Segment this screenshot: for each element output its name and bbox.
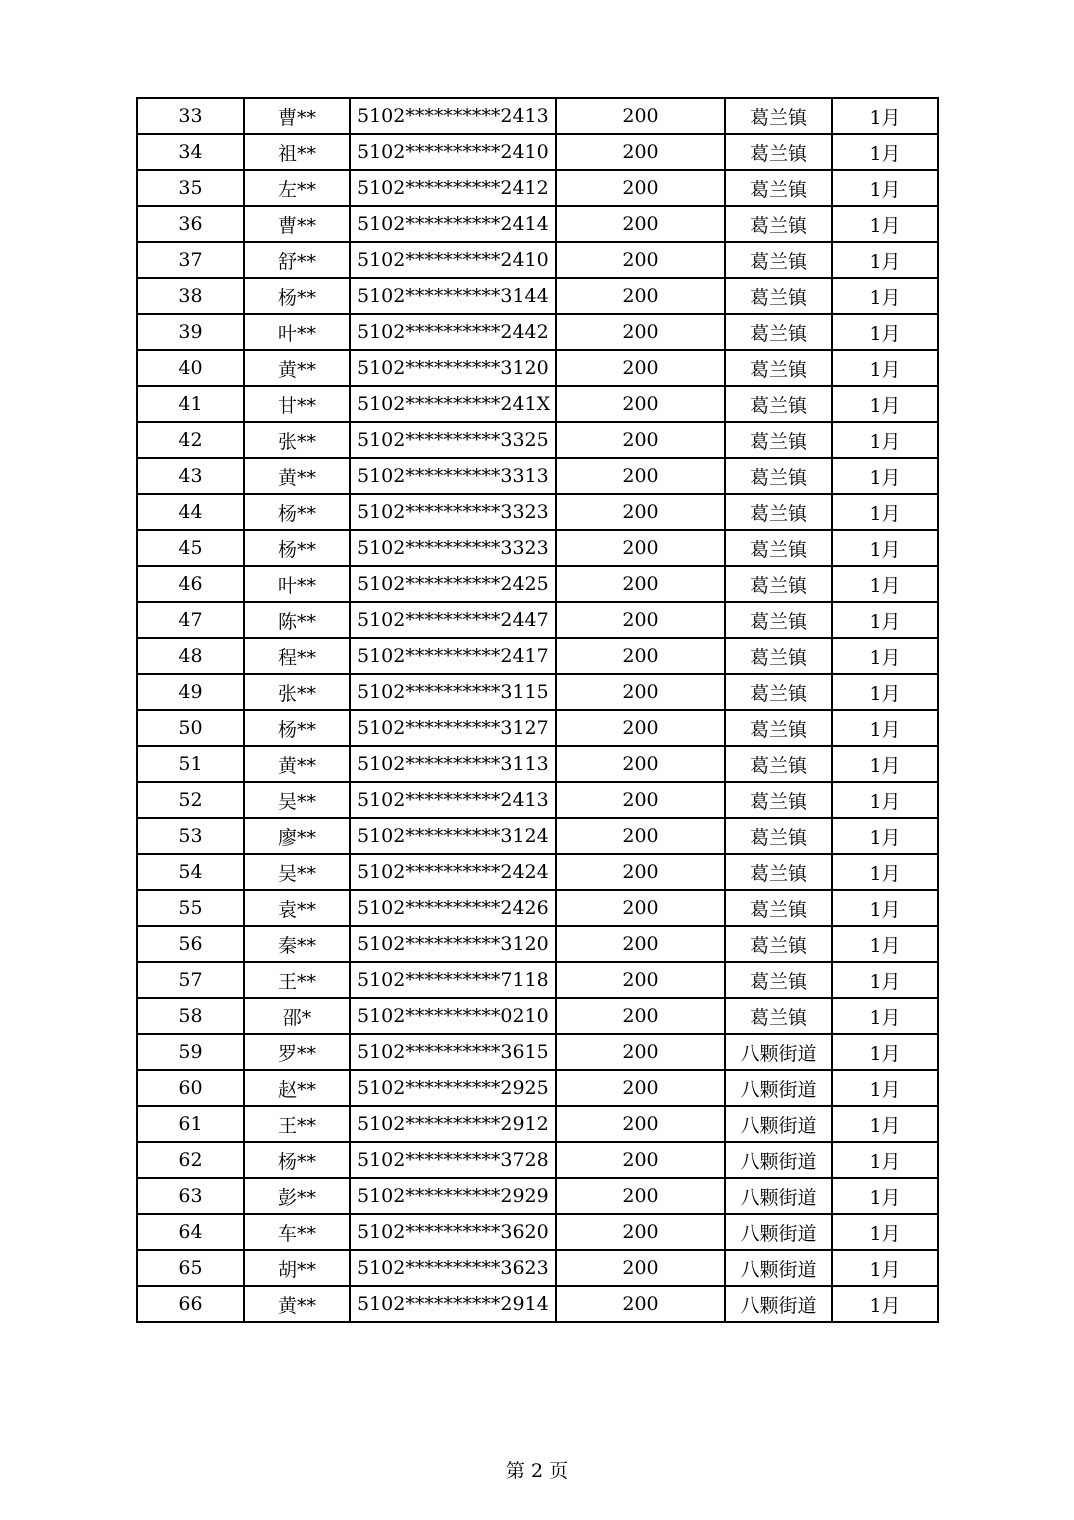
amount-cell: 200	[556, 926, 725, 962]
amount-cell: 200	[556, 1178, 725, 1214]
id-number-cell: 5102**********2424	[350, 854, 556, 890]
name-cell: 罗**	[244, 1034, 350, 1070]
table-row	[137, 206, 938, 242]
id-number-cell: 5102**********3120	[350, 350, 556, 386]
page-number: 第 2 页	[505, 1460, 569, 1482]
id-number-cell: 5102**********3615	[350, 1034, 556, 1070]
amount-cell: 200	[556, 854, 725, 890]
serial-number-cell: 65	[137, 1250, 244, 1286]
amount-cell: 200	[556, 422, 725, 458]
amount-cell: 200	[556, 206, 725, 242]
amount-cell: 200	[556, 1070, 725, 1106]
serial-number-cell: 57	[137, 962, 244, 998]
month-cell: 1月	[832, 278, 938, 314]
town-cell: 八颗街道	[725, 1178, 832, 1214]
town-cell: 八颗街道	[725, 1214, 832, 1250]
month-cell: 1月	[832, 170, 938, 206]
month-cell: 1月	[832, 1070, 938, 1106]
name-cell: 吴**	[244, 854, 350, 890]
month-cell: 1月	[832, 638, 938, 674]
town-cell: 葛兰镇	[725, 998, 832, 1034]
table-row	[137, 422, 938, 458]
month-cell: 1月	[832, 1214, 938, 1250]
month-cell: 1月	[832, 494, 938, 530]
name-cell: 王**	[244, 962, 350, 998]
serial-number-cell: 34	[137, 134, 244, 170]
town-cell: 葛兰镇	[725, 854, 832, 890]
table-row	[137, 386, 938, 422]
table-row	[137, 1034, 938, 1070]
month-cell: 1月	[832, 206, 938, 242]
amount-cell: 200	[556, 566, 725, 602]
name-cell: 杨**	[244, 278, 350, 314]
name-cell: 曹**	[244, 206, 350, 242]
table-row	[137, 746, 938, 782]
amount-cell: 200	[556, 674, 725, 710]
town-cell: 葛兰镇	[725, 134, 832, 170]
serial-number-cell: 45	[137, 530, 244, 566]
id-number-cell: 5102**********3120	[350, 926, 556, 962]
month-cell: 1月	[832, 1106, 938, 1142]
name-cell: 邵*	[244, 998, 350, 1034]
table-row	[137, 494, 938, 530]
amount-cell: 200	[556, 314, 725, 350]
name-cell: 张**	[244, 422, 350, 458]
table-row	[137, 998, 938, 1034]
amount-cell: 200	[556, 962, 725, 998]
name-cell: 胡**	[244, 1250, 350, 1286]
month-cell: 1月	[832, 530, 938, 566]
town-cell: 八颗街道	[725, 1142, 832, 1178]
serial-number-cell: 42	[137, 422, 244, 458]
month-cell: 1月	[832, 1178, 938, 1214]
town-cell: 葛兰镇	[725, 494, 832, 530]
id-number-cell: 5102**********3623	[350, 1250, 556, 1286]
id-number-cell: 5102**********241X	[350, 386, 556, 422]
serial-number-cell: 43	[137, 458, 244, 494]
serial-number-cell: 62	[137, 1142, 244, 1178]
id-number-cell: 5102**********2914	[350, 1286, 556, 1322]
id-number-cell: 5102**********2447	[350, 602, 556, 638]
serial-number-cell: 54	[137, 854, 244, 890]
id-number-cell: 5102**********3115	[350, 674, 556, 710]
serial-number-cell: 46	[137, 566, 244, 602]
town-cell: 八颗街道	[725, 1070, 832, 1106]
amount-cell: 200	[556, 1142, 725, 1178]
id-number-cell: 5102**********3124	[350, 818, 556, 854]
table-row	[137, 170, 938, 206]
name-cell: 曹**	[244, 98, 350, 134]
table-row	[137, 1286, 938, 1322]
id-number-cell: 5102**********0210	[350, 998, 556, 1034]
table-row	[137, 458, 938, 494]
table-row	[137, 602, 938, 638]
serial-number-cell: 66	[137, 1286, 244, 1322]
table-body	[137, 98, 938, 1322]
serial-number-cell: 59	[137, 1034, 244, 1070]
amount-cell: 200	[556, 350, 725, 386]
id-number-cell: 5102**********3620	[350, 1214, 556, 1250]
id-number-cell: 5102**********3313	[350, 458, 556, 494]
amount-cell: 200	[556, 1250, 725, 1286]
month-cell: 1月	[832, 134, 938, 170]
serial-number-cell: 48	[137, 638, 244, 674]
table-row	[137, 926, 938, 962]
id-number-cell: 5102**********2912	[350, 1106, 556, 1142]
town-cell: 葛兰镇	[725, 674, 832, 710]
amount-cell: 200	[556, 1286, 725, 1322]
month-cell: 1月	[832, 926, 938, 962]
amount-cell: 200	[556, 134, 725, 170]
amount-cell: 200	[556, 170, 725, 206]
name-cell: 舒**	[244, 242, 350, 278]
month-cell: 1月	[832, 1142, 938, 1178]
town-cell: 葛兰镇	[725, 818, 832, 854]
amount-cell: 200	[556, 98, 725, 134]
town-cell: 葛兰镇	[725, 242, 832, 278]
name-cell: 王**	[244, 1106, 350, 1142]
town-cell: 葛兰镇	[725, 458, 832, 494]
town-cell: 八颗街道	[725, 1106, 832, 1142]
id-number-cell: 5102**********3325	[350, 422, 556, 458]
serial-number-cell: 50	[137, 710, 244, 746]
id-number-cell: 5102**********2412	[350, 170, 556, 206]
serial-number-cell: 61	[137, 1106, 244, 1142]
month-cell: 1月	[832, 674, 938, 710]
table-row	[137, 710, 938, 746]
amount-cell: 200	[556, 998, 725, 1034]
id-number-cell: 5102**********3144	[350, 278, 556, 314]
name-cell: 廖**	[244, 818, 350, 854]
amount-cell: 200	[556, 242, 725, 278]
amount-cell: 200	[556, 1106, 725, 1142]
amount-cell: 200	[556, 818, 725, 854]
amount-cell: 200	[556, 386, 725, 422]
table-row	[137, 962, 938, 998]
month-cell: 1月	[832, 602, 938, 638]
name-cell: 杨**	[244, 530, 350, 566]
month-cell: 1月	[832, 890, 938, 926]
month-cell: 1月	[832, 710, 938, 746]
amount-cell: 200	[556, 710, 725, 746]
id-number-cell: 5102**********2410	[350, 134, 556, 170]
id-number-cell: 5102**********3323	[350, 530, 556, 566]
table-row	[137, 674, 938, 710]
name-cell: 杨**	[244, 494, 350, 530]
amount-cell: 200	[556, 278, 725, 314]
month-cell: 1月	[832, 242, 938, 278]
serial-number-cell: 53	[137, 818, 244, 854]
id-number-cell: 5102**********2410	[350, 242, 556, 278]
serial-number-cell: 41	[137, 386, 244, 422]
town-cell: 葛兰镇	[725, 890, 832, 926]
table-row	[137, 818, 938, 854]
serial-number-cell: 38	[137, 278, 244, 314]
town-cell: 八颗街道	[725, 1250, 832, 1286]
table-row	[137, 242, 938, 278]
month-cell: 1月	[832, 98, 938, 134]
table-row	[137, 1142, 938, 1178]
data-table	[136, 97, 939, 1323]
name-cell: 黄**	[244, 746, 350, 782]
name-cell: 叶**	[244, 566, 350, 602]
town-cell: 葛兰镇	[725, 782, 832, 818]
id-number-cell: 5102**********3728	[350, 1142, 556, 1178]
amount-cell: 200	[556, 494, 725, 530]
table-row	[137, 854, 938, 890]
table-row	[137, 1214, 938, 1250]
name-cell: 吴**	[244, 782, 350, 818]
id-number-cell: 5102**********3323	[350, 494, 556, 530]
serial-number-cell: 44	[137, 494, 244, 530]
id-number-cell: 5102**********2413	[350, 98, 556, 134]
serial-number-cell: 52	[137, 782, 244, 818]
month-cell: 1月	[832, 458, 938, 494]
town-cell: 葛兰镇	[725, 386, 832, 422]
amount-cell: 200	[556, 1214, 725, 1250]
month-cell: 1月	[832, 818, 938, 854]
table-row	[137, 350, 938, 386]
table-row	[137, 782, 938, 818]
town-cell: 葛兰镇	[725, 170, 832, 206]
town-cell: 葛兰镇	[725, 278, 832, 314]
town-cell: 葛兰镇	[725, 530, 832, 566]
name-cell: 黄**	[244, 1286, 350, 1322]
id-number-cell: 5102**********2414	[350, 206, 556, 242]
table-row	[137, 98, 938, 134]
name-cell: 左**	[244, 170, 350, 206]
name-cell: 袁**	[244, 890, 350, 926]
id-number-cell: 5102**********2417	[350, 638, 556, 674]
month-cell: 1月	[832, 566, 938, 602]
amount-cell: 200	[556, 458, 725, 494]
town-cell: 葛兰镇	[725, 710, 832, 746]
name-cell: 黄**	[244, 458, 350, 494]
name-cell: 张**	[244, 674, 350, 710]
town-cell: 葛兰镇	[725, 638, 832, 674]
town-cell: 葛兰镇	[725, 98, 832, 134]
id-number-cell: 5102**********2929	[350, 1178, 556, 1214]
id-number-cell: 5102**********3127	[350, 710, 556, 746]
town-cell: 葛兰镇	[725, 422, 832, 458]
month-cell: 1月	[832, 314, 938, 350]
id-number-cell: 5102**********2425	[350, 566, 556, 602]
month-cell: 1月	[832, 386, 938, 422]
town-cell: 葛兰镇	[725, 962, 832, 998]
town-cell: 葛兰镇	[725, 350, 832, 386]
serial-number-cell: 40	[137, 350, 244, 386]
name-cell: 黄**	[244, 350, 350, 386]
id-number-cell: 5102**********7118	[350, 962, 556, 998]
id-number-cell: 5102**********3113	[350, 746, 556, 782]
town-cell: 葛兰镇	[725, 566, 832, 602]
town-cell: 葛兰镇	[725, 314, 832, 350]
name-cell: 杨**	[244, 710, 350, 746]
table-row	[137, 890, 938, 926]
id-number-cell: 5102**********2426	[350, 890, 556, 926]
month-cell: 1月	[832, 746, 938, 782]
id-number-cell: 5102**********2442	[350, 314, 556, 350]
table-row	[137, 530, 938, 566]
serial-number-cell: 55	[137, 890, 244, 926]
town-cell: 葛兰镇	[725, 206, 832, 242]
amount-cell: 200	[556, 602, 725, 638]
name-cell: 车**	[244, 1214, 350, 1250]
amount-cell: 200	[556, 746, 725, 782]
table-row	[137, 314, 938, 350]
name-cell: 祖**	[244, 134, 350, 170]
serial-number-cell: 49	[137, 674, 244, 710]
id-number-cell: 5102**********2413	[350, 782, 556, 818]
serial-number-cell: 58	[137, 998, 244, 1034]
table-row	[137, 134, 938, 170]
town-cell: 葛兰镇	[725, 602, 832, 638]
month-cell: 1月	[832, 998, 938, 1034]
name-cell: 甘**	[244, 386, 350, 422]
name-cell: 杨**	[244, 1142, 350, 1178]
month-cell: 1月	[832, 962, 938, 998]
serial-number-cell: 33	[137, 98, 244, 134]
table-row	[137, 1070, 938, 1106]
table-row	[137, 1250, 938, 1286]
name-cell: 秦**	[244, 926, 350, 962]
serial-number-cell: 47	[137, 602, 244, 638]
id-number-cell: 5102**********2925	[350, 1070, 556, 1106]
name-cell: 程**	[244, 638, 350, 674]
town-cell: 葛兰镇	[725, 926, 832, 962]
month-cell: 1月	[832, 1034, 938, 1070]
month-cell: 1月	[832, 854, 938, 890]
month-cell: 1月	[832, 350, 938, 386]
town-cell: 八颗街道	[725, 1034, 832, 1070]
serial-number-cell: 51	[137, 746, 244, 782]
amount-cell: 200	[556, 1034, 725, 1070]
table-row	[137, 1106, 938, 1142]
amount-cell: 200	[556, 530, 725, 566]
month-cell: 1月	[832, 1250, 938, 1286]
table-row	[137, 638, 938, 674]
table-row	[137, 1178, 938, 1214]
serial-number-cell: 36	[137, 206, 244, 242]
table-row	[137, 566, 938, 602]
serial-number-cell: 60	[137, 1070, 244, 1106]
month-cell: 1月	[832, 1286, 938, 1322]
serial-number-cell: 64	[137, 1214, 244, 1250]
town-cell: 八颗街道	[725, 1286, 832, 1322]
name-cell: 叶**	[244, 314, 350, 350]
name-cell: 赵**	[244, 1070, 350, 1106]
name-cell: 陈**	[244, 602, 350, 638]
serial-number-cell: 56	[137, 926, 244, 962]
serial-number-cell: 37	[137, 242, 244, 278]
month-cell: 1月	[832, 422, 938, 458]
month-cell: 1月	[832, 782, 938, 818]
serial-number-cell: 39	[137, 314, 244, 350]
serial-number-cell: 35	[137, 170, 244, 206]
amount-cell: 200	[556, 638, 725, 674]
town-cell: 葛兰镇	[725, 746, 832, 782]
amount-cell: 200	[556, 890, 725, 926]
amount-cell: 200	[556, 782, 725, 818]
name-cell: 彭**	[244, 1178, 350, 1214]
serial-number-cell: 63	[137, 1178, 244, 1214]
table-row	[137, 278, 938, 314]
